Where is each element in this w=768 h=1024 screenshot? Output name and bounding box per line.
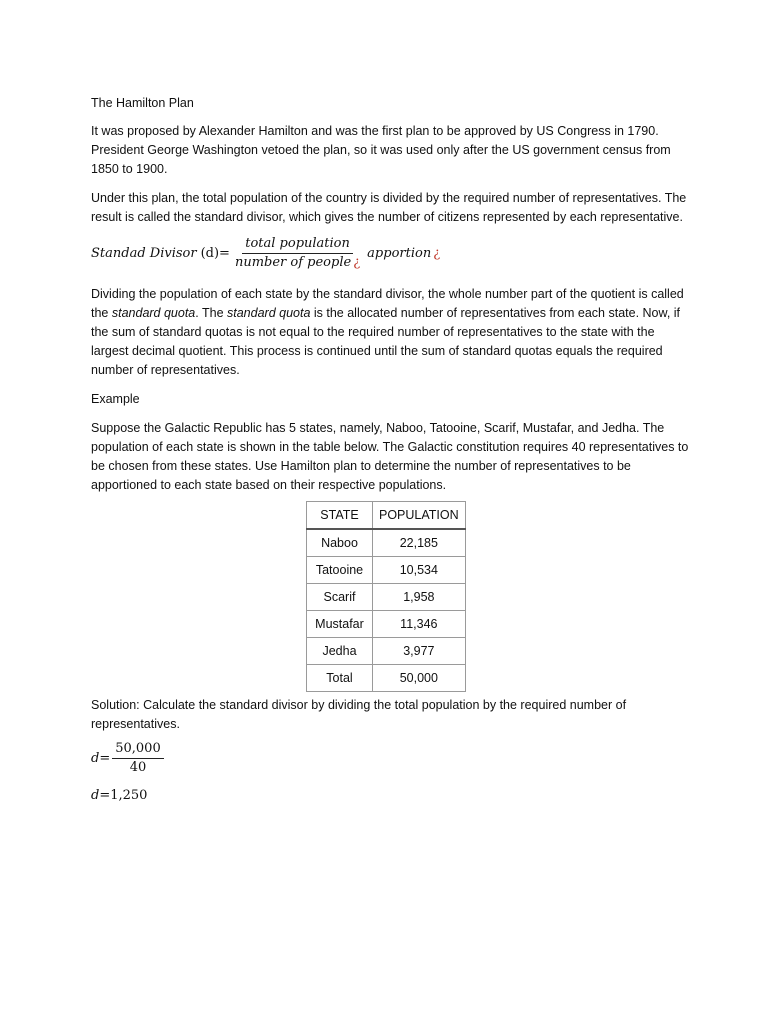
table-row bbox=[307, 638, 466, 665]
table-cell-state: Tatooine bbox=[307, 557, 373, 584]
quota-text-2: . The bbox=[195, 306, 227, 320]
table-cell-state: Mustafar bbox=[307, 611, 373, 638]
population-table bbox=[306, 501, 466, 692]
table-cell-population: 10,534 bbox=[373, 557, 466, 584]
formula-suffix: apportion bbox=[367, 245, 432, 261]
intro-paragraph: It was proposed by Alexander Hamilton and was the first plan to be approved by US Congress in 1790. President George Washington vetoed the plan, so it was used only after the US government census from 1850 to 1900. bbox=[91, 124, 671, 176]
table-header-row bbox=[307, 502, 466, 530]
formula-d-var: d bbox=[91, 750, 100, 766]
suffix-error-mark: ¿ bbox=[433, 245, 441, 261]
formula-d-numerator: 50,000 bbox=[112, 741, 164, 759]
quota-text-3: is the allocated number of representatives from each state. Now, if the sum of standard quotas is not equal to the required number of representatives to the state with the largest decimal quotient. This process is continued until the sum of standard quotas equals the required number of representatives. bbox=[91, 306, 681, 377]
table-cell-population: 3,977 bbox=[373, 638, 466, 665]
denominator-error-mark: ¿ bbox=[353, 254, 361, 270]
divisor-calculation-formula bbox=[91, 740, 691, 776]
divisor-result-formula bbox=[91, 786, 691, 805]
document-content bbox=[91, 94, 691, 805]
table-header-population: POPULATION bbox=[373, 502, 466, 530]
table-row bbox=[307, 584, 466, 611]
plan-description-paragraph: Under this plan, the total population of the country is divided by the required number of representatives. The result is called the standard divisor, which gives the number of citizens represented by each representative. bbox=[91, 191, 687, 224]
formula-denominator bbox=[232, 254, 363, 271]
formula-d-fraction bbox=[112, 741, 164, 776]
example-paragraph: Suppose the Galactic Republic has 5 states, namely, Naboo, Tatooine, Scarif, Mustafar, and Jedha. The population of each state is shown in the table below. The Galactic constitution requires 40 representatives to be chosen from these states. Use Hamilton plan to determine the number of representatives to be apportioned to each state based on their respective populations. bbox=[91, 421, 689, 492]
result-value: 1,250 bbox=[110, 788, 148, 803]
result-equals: = bbox=[99, 788, 111, 803]
formula-paren: (d) bbox=[200, 245, 220, 261]
formula-d-equals: = bbox=[99, 750, 111, 766]
table-cell-total-label: Total bbox=[307, 665, 373, 692]
quota-term-2: standard quota bbox=[227, 306, 311, 320]
formula-denominator-text: number of people bbox=[234, 254, 352, 270]
formula-numerator: total population bbox=[242, 236, 353, 254]
table-cell-state: Scarif bbox=[307, 584, 373, 611]
example-heading: Example bbox=[91, 392, 140, 406]
quota-term-1: standard quota bbox=[111, 306, 196, 320]
table-cell-population: 1,958 bbox=[373, 584, 466, 611]
formula-d-denominator: 40 bbox=[129, 759, 147, 775]
table-row bbox=[307, 529, 466, 557]
quota-paragraph bbox=[91, 285, 691, 380]
table-cell-state: Naboo bbox=[307, 529, 373, 557]
table-row bbox=[307, 557, 466, 584]
standard-divisor-formula bbox=[91, 235, 691, 271]
formula-fraction bbox=[232, 236, 363, 271]
formula-equals: = bbox=[219, 245, 230, 261]
section-heading: The Hamilton Plan bbox=[91, 96, 194, 110]
table-header-state: STATE bbox=[307, 502, 373, 530]
table-cell-population: 11,346 bbox=[373, 611, 466, 638]
table-cell-population: 22,185 bbox=[373, 529, 466, 557]
table-cell-state: Jedha bbox=[307, 638, 373, 665]
table-row bbox=[307, 611, 466, 638]
quota-text-1: Dividing the population of each state by the standard divisor, the whole number part of the quotient is called the bbox=[91, 287, 684, 320]
solution-paragraph: Solution: Calculate the standard divisor by dividing the total population by the required number of representatives. bbox=[91, 698, 627, 731]
result-var: d bbox=[91, 788, 100, 803]
table-total-row bbox=[307, 665, 466, 692]
formula-lhs: Standad Divisor bbox=[91, 245, 197, 261]
table-cell-total-value: 50,000 bbox=[373, 665, 466, 692]
